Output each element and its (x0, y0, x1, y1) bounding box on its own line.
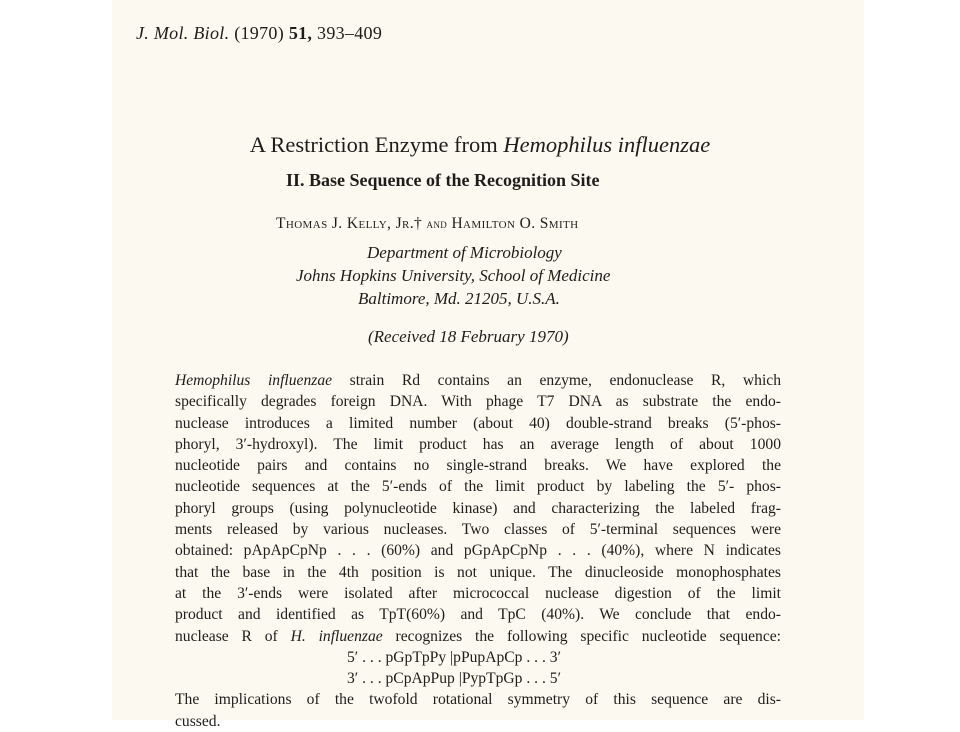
abstract-text: recognizes the following specific nucleotide sequence: (382, 627, 782, 645)
abstract-line: ments released by various nucleases. Two classes of 5′-terminal sequences were (175, 521, 781, 539)
abstract-line: cussed. (175, 712, 221, 730)
abstract-text: nuclease R of (175, 627, 291, 645)
author-conjunction: and (426, 216, 448, 231)
recognition-sequence-bottom-strand: 3′ . . . pCpApPup |PypTpGp . . . 5′ (347, 670, 561, 688)
abstract-text: strain Rd contains an enzyme, endonuclease R, which (332, 372, 782, 389)
abstract-line: phoryl groups (using polynucleotide kinase) and characterizing the labeled frag- (175, 499, 781, 517)
title-prefix: A Restriction Enzyme from (249, 132, 504, 157)
abstract-line: nuclease introduces a limited number (about 40) double-strand breaks (5′-phos- (175, 414, 781, 432)
journal-citation (136, 23, 382, 44)
journal-pages: 393–409 (317, 23, 383, 43)
author-list (276, 215, 579, 233)
abstract (175, 370, 781, 732)
abstract-line: The implications of the twofold rotational symmetry of this sequence are dis- (175, 691, 781, 709)
article-title (0, 132, 960, 158)
abstract-line: specifically degrades foreign DNA. With phage T7 DNA as substrate the endo- (175, 393, 781, 411)
article-subtitle: II. Base Sequence of the Recognition Site (286, 170, 600, 190)
title-organism: Hemophilus influenzae (503, 132, 711, 157)
author-2: Hamilton O. Smith (451, 215, 579, 232)
journal-volume: 51, (288, 23, 313, 43)
abstract-line: that the base in the 4th position is not unique. The dinucleoside monophosphates (175, 563, 781, 581)
abstract-line: product and identified as TpT(60%) and TpC (40%). We conclude that endo- (175, 606, 781, 624)
abstract-line: at the 3′-ends were isolated after micrococcal nuclease digestion of the limit (175, 584, 781, 602)
affiliation-university: Johns Hopkins University, School of Medicine (296, 266, 611, 285)
abstract-organism: Hemophilus influenzae (175, 372, 333, 389)
abstract-line: nucleotide pairs and contains no single-strand breaks. We have explored the (175, 457, 781, 475)
abstract-line (175, 626, 781, 647)
affiliation-department: Department of Microbiology (367, 243, 562, 262)
affiliation-address: Baltimore, Md. 21205, U.S.A. (358, 289, 560, 308)
abstract-line: nucleotide sequences at the 5′-ends of the limit product by labeling the 5′- phos- (175, 478, 781, 496)
abstract-line (175, 370, 781, 391)
author-1: Thomas J. Kelly, Jr.† (276, 215, 423, 232)
abstract-line: phoryl, 3′-hydroxyl). The limit product has an average length of about 1000 (175, 435, 781, 453)
received-date: (Received 18 February 1970) (368, 327, 569, 346)
abstract-line: obtained: pApApCpNp . . . (60%) and pGpApCpNp . . . (40%), where N indicates (175, 542, 781, 560)
abstract-organism: H. influenzae (290, 627, 383, 645)
journal-name: J. Mol. Biol. (136, 23, 230, 43)
journal-year: (1970) (234, 23, 284, 43)
recognition-sequence-top-strand: 5′ . . . pGpTpPy |pPupApCp . . . 3′ (347, 648, 561, 666)
